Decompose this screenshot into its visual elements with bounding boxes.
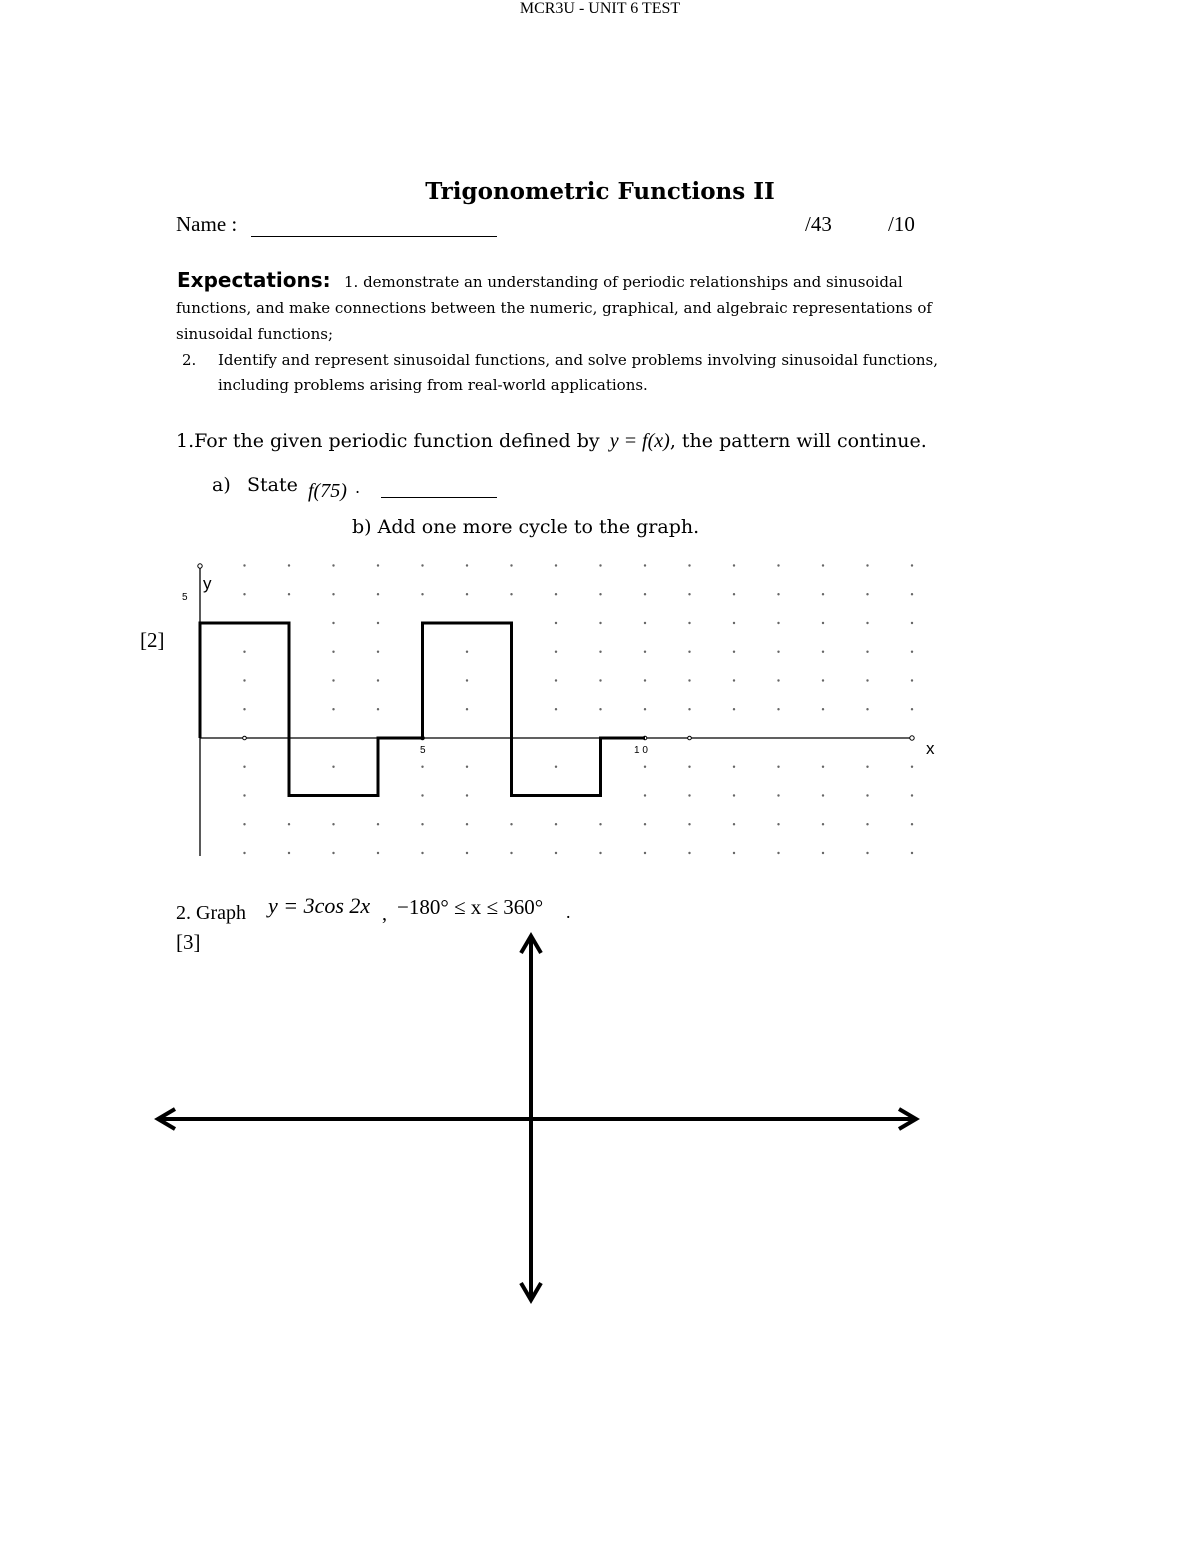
expectations-line-1: 1. demonstrate an understanding of periodic relationships and sinusoidal [344, 273, 903, 291]
part-a-label: a) [212, 474, 231, 496]
question-2-domain: −180° ≤ x ≤ 360° [397, 895, 544, 919]
question-1-intro-text: 1.For the given periodic function defined by [176, 430, 600, 452]
question-2-comma: , [382, 903, 387, 925]
x-axis-label: x [926, 739, 935, 758]
part-a-expr: f(75) [308, 480, 347, 502]
part-b-text: b) Add one more cycle to the graph. [352, 516, 700, 538]
expectations-heading: Expectations: [177, 268, 331, 292]
part-a-dot: . [355, 478, 361, 497]
question-2-marks: [3] [176, 930, 201, 954]
question-1-intro-end: , the pattern will continue. [669, 430, 927, 452]
question-1-marks: [2] [140, 628, 165, 652]
question-2-period: . [566, 902, 571, 922]
expectations-item-2-line-2: including problems arising from real-world applications. [218, 376, 648, 394]
score-total: /43 [805, 212, 832, 236]
part-a-text: State [247, 474, 298, 496]
name-label: Name : [176, 212, 238, 236]
score-extra: /10 [888, 212, 915, 236]
question-1-function: y = f(x) [609, 430, 670, 452]
y-axis-label: y [203, 574, 212, 593]
page-title: MCR3U - UNIT 6 TEST [519, 0, 681, 17]
x-tick-label-10: 1 0 [634, 745, 648, 756]
expectations-item-2-number: 2. [182, 351, 197, 369]
question-2-equation: y = 3cos 2x [268, 893, 371, 918]
expectations-item-2-line-1: Identify and represent sinusoidal functions, and solve problems involving sinusoidal functions, [218, 351, 939, 369]
expectations-line-3: sinusoidal functions; [176, 325, 333, 343]
page-subtitle: Trigonometric Functions II [425, 178, 775, 205]
expectations-line-2: functions, and make connections between the numeric, graphical, and algebraic representations of [176, 299, 932, 317]
y-tick-label-5: 5 [182, 592, 188, 603]
question-2-label: 2. Graph [176, 902, 246, 924]
x-tick-label-5: 5 [420, 745, 426, 756]
